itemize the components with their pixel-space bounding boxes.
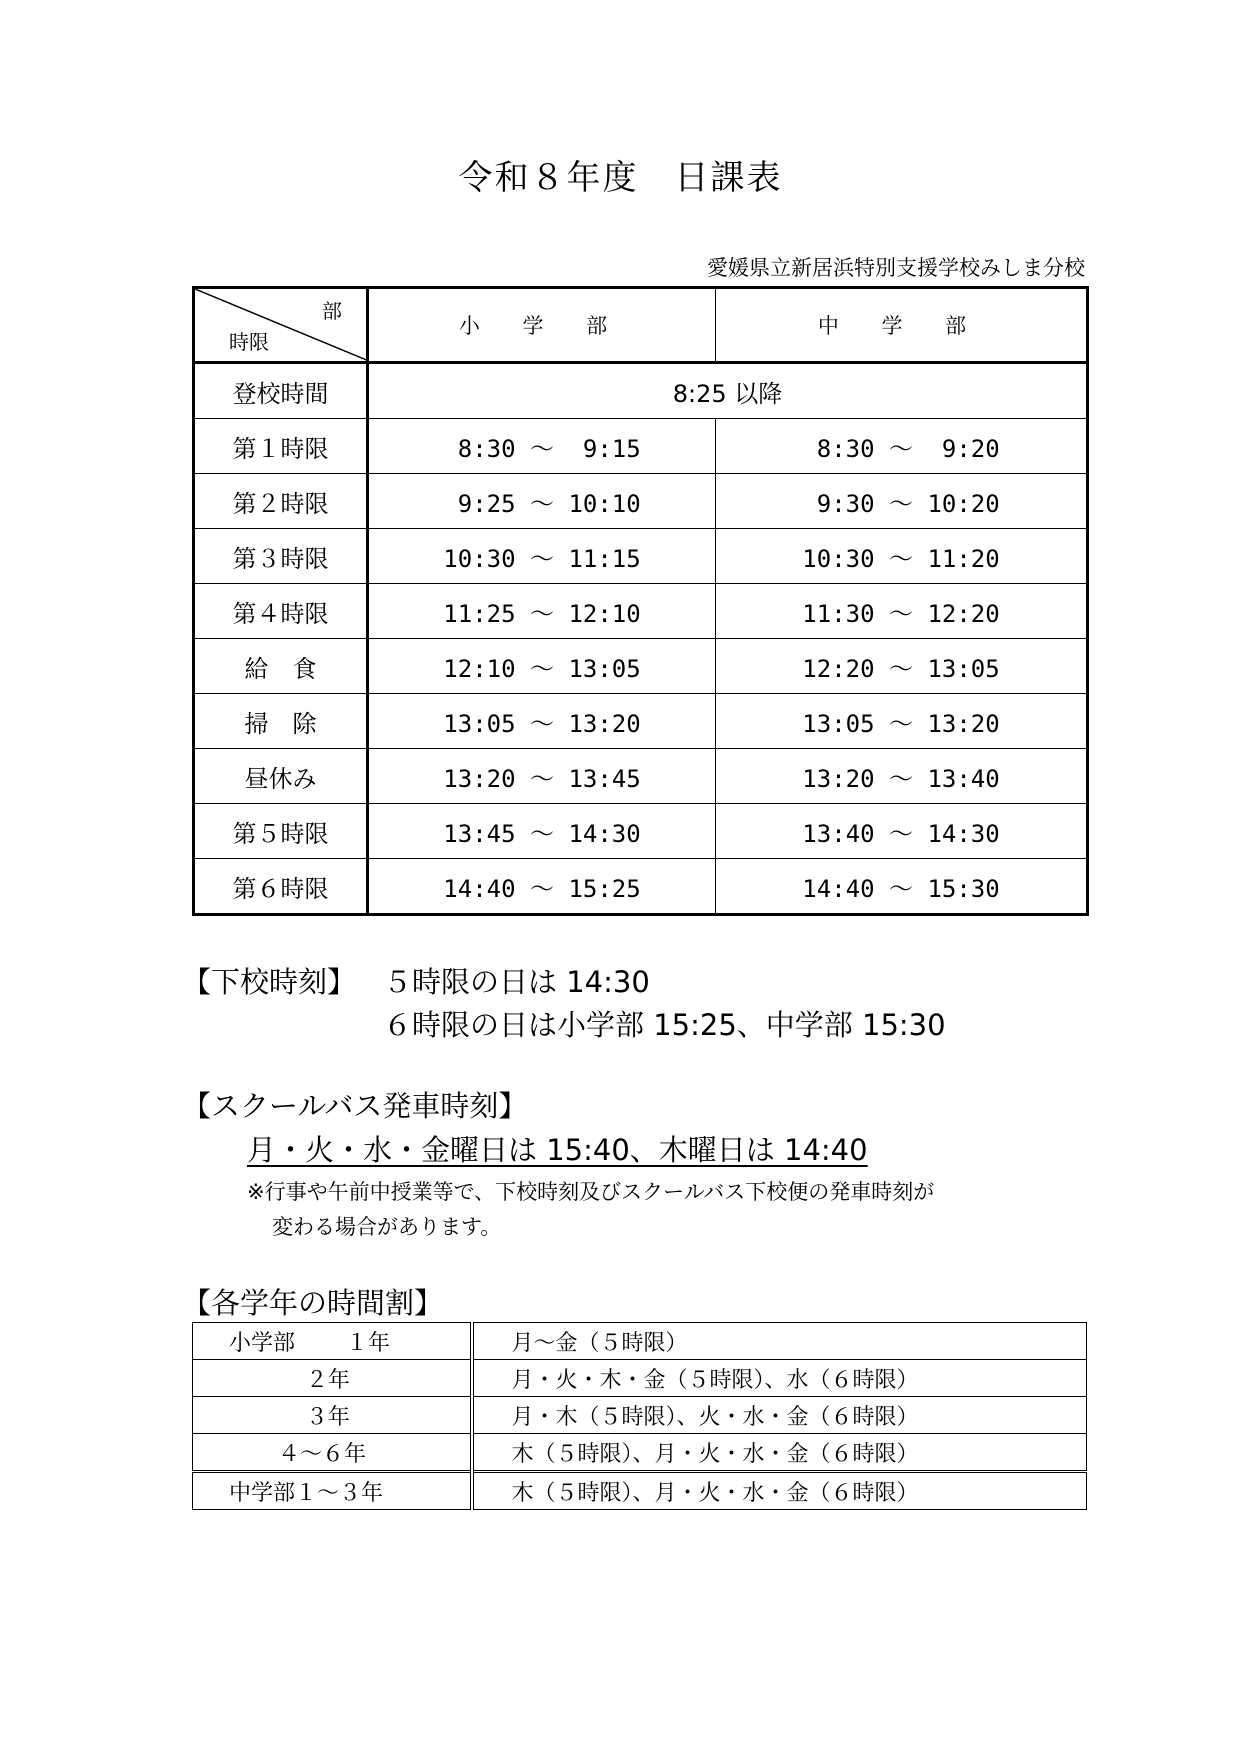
- period-axis-label: 時限: [229, 330, 269, 354]
- grade-label: 小学部 １年: [193, 1323, 472, 1360]
- daily-timetable: [192, 286, 1089, 916]
- junior-time: 14:40 ～ 15:30: [716, 859, 1088, 915]
- grade-schedule: 木（５時限）、月・火・水・金（６時限）: [472, 1472, 1087, 1510]
- junior-time: 13:20 ～ 13:40: [716, 749, 1088, 804]
- lunch-row: [194, 639, 1088, 694]
- period-label: 第５時限: [194, 804, 368, 859]
- period-label: 第４時限: [194, 584, 368, 639]
- dismissal-line-2: ６時限の日は小学部 15:25、中学部 15:30: [383, 1008, 946, 1042]
- grade-row: [193, 1434, 1087, 1472]
- period-label: 昼休み: [194, 749, 368, 804]
- period-row: [194, 474, 1088, 529]
- arrival-value: 8:25 以降: [368, 363, 1088, 419]
- cleaning-row: [194, 694, 1088, 749]
- period-row: [194, 584, 1088, 639]
- page-title: 令和８年度 日課表: [458, 158, 783, 198]
- arrival-label: 登校時間: [194, 363, 368, 419]
- grade-schedule-table: [192, 1322, 1087, 1510]
- grade-label: ２年: [193, 1360, 472, 1397]
- elementary-time: 12:10 ～ 13:05: [368, 639, 716, 694]
- elementary-time: 13:20 ～ 13:45: [368, 749, 716, 804]
- grade-schedule: 月・火・木・金（５時限）、水（６時限）: [472, 1360, 1087, 1397]
- period-label: 第３時限: [194, 529, 368, 584]
- diagonal-header-cell: [194, 288, 368, 363]
- elementary-time: 8:30 ～ 9:15: [368, 419, 716, 474]
- junior-time: 13:05 ～ 13:20: [716, 694, 1088, 749]
- timetable-header-row: [194, 288, 1088, 363]
- grade-row: [193, 1323, 1087, 1360]
- grade-row: [193, 1472, 1087, 1510]
- dismissal-line-1: ５時限の日は 14:30: [383, 965, 650, 999]
- diagonal-line: [195, 289, 369, 361]
- elementary-time: 13:45 ～ 14:30: [368, 804, 716, 859]
- junior-time: 13:40 ～ 14:30: [716, 804, 1088, 859]
- junior-time: 9:30 ～ 10:20: [716, 474, 1088, 529]
- period-label: 第１時限: [194, 419, 368, 474]
- bus-heading: 【スクールバス発車時刻】: [182, 1089, 528, 1123]
- elementary-time: 10:30 ～ 11:15: [368, 529, 716, 584]
- department-axis-label: 部: [322, 299, 342, 323]
- junior-time: 10:30 ～ 11:20: [716, 529, 1088, 584]
- elementary-header: 小 学 部: [368, 288, 716, 363]
- grade-row: [193, 1360, 1087, 1397]
- break-row: [194, 749, 1088, 804]
- junior-time: 11:30 ～ 12:20: [716, 584, 1088, 639]
- period-row: [194, 804, 1088, 859]
- arrival-row: [194, 363, 1088, 419]
- elementary-time: 14:40 ～ 15:25: [368, 859, 716, 915]
- grade-row: [193, 1397, 1087, 1434]
- period-label: 給 食: [194, 639, 368, 694]
- grade-schedule: 木（５時限）、月・火・水・金（６時限）: [472, 1434, 1087, 1472]
- period-row: [194, 859, 1088, 915]
- junior-time: 12:20 ～ 13:05: [716, 639, 1088, 694]
- period-label: 第６時限: [194, 859, 368, 915]
- bus-note-line-1: ※行事や午前中授業等で、下校時刻及びスクールバス下校便の発車時刻が: [247, 1180, 935, 1204]
- junior-header: 中 学 部: [716, 288, 1088, 363]
- grade-schedule: 月・木（５時限）、火・水・金（６時限）: [472, 1397, 1087, 1434]
- junior-time: 8:30 ～ 9:20: [716, 419, 1088, 474]
- school-name: 愛媛県立新居浜特別支援学校みしま分校: [707, 256, 1085, 280]
- elementary-time: 13:05 ～ 13:20: [368, 694, 716, 749]
- grade-label: 中学部１～３年: [193, 1472, 472, 1510]
- period-label: 第２時限: [194, 474, 368, 529]
- bus-times: 月・火・水・金曜日は 15:40、木曜日は 14:40: [247, 1133, 868, 1167]
- grade-schedule: 月～金（５時限）: [472, 1323, 1087, 1360]
- period-row: [194, 529, 1088, 584]
- elementary-time: 9:25 ～ 10:10: [368, 474, 716, 529]
- grade-label: ４～６年: [193, 1434, 472, 1472]
- period-row: [194, 419, 1088, 474]
- grades-heading: 【各学年の時間割】: [182, 1286, 444, 1320]
- bus-note-line-2: 変わる場合があります。: [272, 1215, 502, 1239]
- period-label: 掃 除: [194, 694, 368, 749]
- dismissal-heading: 【下校時刻】: [182, 965, 357, 999]
- elementary-time: 11:25 ～ 12:10: [368, 584, 716, 639]
- grade-label: ３年: [193, 1397, 472, 1434]
